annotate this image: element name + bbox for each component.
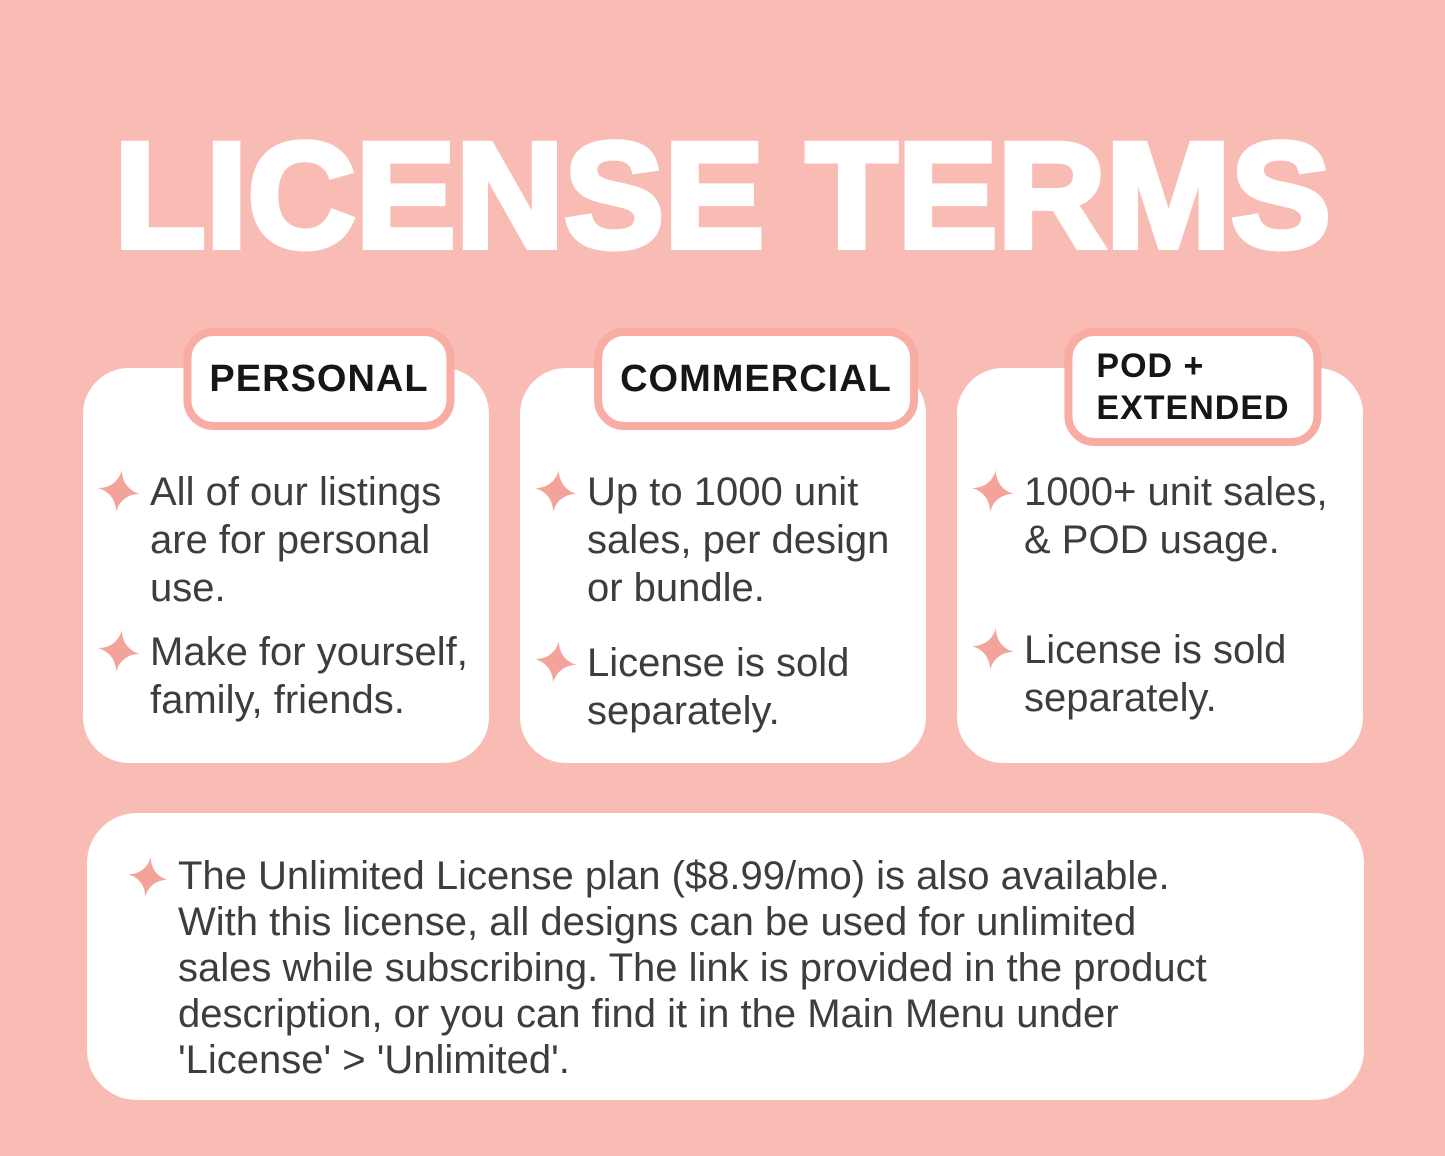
card-title-line: PERSONAL	[209, 358, 429, 400]
bullet-text-line: sales, per design	[587, 518, 890, 562]
bullet-text-line: use.	[150, 566, 226, 610]
list-item	[972, 626, 1347, 722]
note-text-line: description, or you can find it in the Main Menu under	[178, 992, 1119, 1036]
note-text-line: 'License' > 'Unlimited'.	[178, 1038, 570, 1082]
bullet-text-line: All of our listings	[150, 470, 442, 514]
bullet-text	[150, 468, 441, 612]
note-text-line: The Unlimited License plan ($8.99/mo) is also available.	[178, 854, 1170, 898]
sparkle-icon	[532, 467, 579, 514]
bullet-text-line: or bundle.	[587, 566, 765, 610]
card-commercial	[520, 358, 926, 763]
card-pod-extended	[957, 347, 1363, 763]
note-text	[178, 853, 1207, 1083]
list-item	[535, 468, 910, 612]
bullet-text-line: separately.	[587, 689, 780, 733]
list-item	[535, 639, 910, 735]
sparkle-icon	[969, 625, 1016, 672]
bullet-text-line: 1000+ unit sales,	[1024, 470, 1328, 514]
bullet-text-line: License is sold	[587, 641, 850, 685]
bullet-text-line: License is sold	[1024, 628, 1287, 672]
bullet-text	[150, 628, 468, 724]
list-item	[98, 628, 473, 724]
bullet-text	[587, 468, 889, 612]
sparkle-icon	[532, 638, 579, 685]
card-title-line: COMMERCIAL	[620, 358, 892, 400]
bullet-text	[587, 639, 849, 735]
sparkle-icon	[95, 467, 142, 514]
card-pod-extended-title-badge	[1064, 328, 1321, 446]
license-cards-row	[83, 347, 1363, 763]
card-title-line: POD +	[1096, 347, 1205, 385]
bullet-text-line: & POD usage.	[1024, 518, 1280, 562]
card-personal	[83, 358, 489, 763]
bullet-text	[1024, 468, 1328, 564]
bullet-text	[1024, 626, 1286, 722]
note-text-line: With this license, all designs can be used for unlimited	[178, 900, 1137, 944]
card-title-line: EXTENDED	[1096, 389, 1290, 427]
card-personal-title-badge	[183, 328, 454, 430]
bullet-text-line: Up to 1000 unit	[587, 470, 859, 514]
bullet-text-line: Make for yourself,	[150, 630, 468, 674]
bullet-text-line: family, friends.	[150, 678, 405, 722]
sparkle-icon	[125, 854, 170, 899]
bullet-text-line: are for personal	[150, 518, 431, 562]
sparkle-icon	[95, 627, 142, 674]
list-item	[98, 468, 473, 612]
list-item	[972, 468, 1347, 564]
unlimited-license-note	[87, 813, 1364, 1100]
card-commercial-title-badge	[594, 328, 918, 430]
sparkle-icon	[969, 467, 1016, 514]
bullet-text-line: separately.	[1024, 676, 1217, 720]
note-text-line: sales while subscribing. The link is provided in the product	[178, 946, 1207, 990]
page-title: LICENSE TERMS	[114, 111, 1331, 279]
